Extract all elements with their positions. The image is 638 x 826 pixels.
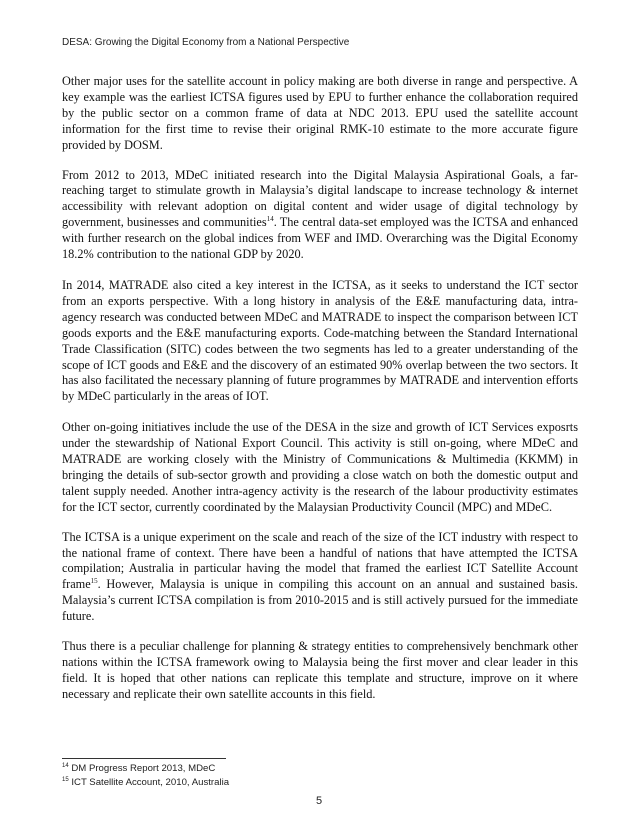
footnote-text: DM Progress Report 2013, MDeC [68, 763, 216, 774]
footnote-15 [62, 777, 229, 788]
paragraph-5-text-a: The ICTSA is a unique experiment on the scale and reach of the size of the ICT industry with respect to the national frame of context. There have been a handful of nations that have attempted the ICTSA compilation; Australia in particular having the model that framed the earliest ICT Satellite Account frame [62, 529, 578, 592]
paragraph-4: Other on-going initiatives include the use of the DESA in the size and growth of ICT Services exposrts under the stewardship of National Export Council. This activity is still on-going, where MDeC and MATRADE are working closely with the Ministry of Communications & Multimedia (KKMM) in bringing the details of sub-sector growth and providing a close watch on both the domestic output and talent supply needed. Another intra-agency activity is the research of the labour productivity estimates for the ICT sector, currently coordinated by the Malaysian Productivity Council (MPC) and MDeC. [62, 420, 578, 514]
paragraph-5 [62, 530, 578, 625]
footnote-text: ICT Satellite Account, 2010, Australia [68, 777, 230, 788]
body-text [62, 74, 578, 717]
page-number: 5 [315, 795, 323, 807]
footnote-ref-15: 15 [90, 577, 98, 586]
running-header: DESA: Growing the Digital Economy from a National Perspective [62, 37, 350, 48]
paragraph-5-text-b: . However, Malaysia is unique in compiling this account on an annual and sustained basis. Malaysia’s current ICTSA compilation is from 2010-2015 and is still actively pursued for the immediate future. [62, 577, 578, 624]
footnote-ref-14: 14 [266, 215, 274, 224]
paragraph-2-text-a: From 2012 to 2013, MDeC initiated research into the Digital Malaysia Aspirational Goals, a far-reaching target to stimulate growth in Malaysia’s digital landscape to increase technology & internet accessibility with relevant adoption on digital content and wider usage of digital technology by government, businesses and communities [62, 167, 578, 230]
paragraph-2-text-b: . The central data-set employed was the ICTSA and enhanced with further research on the global indices from WEF and IMD. Overarching was the Digital Economy 18.2% contribution to the national GDP by 2020. [62, 215, 579, 262]
footnote-number: 14 [62, 762, 69, 769]
paragraph-1: Other major uses for the satellite account in policy making are both diverse in range and perspective. A key example was the earliest ICTSA figures used by EPU to further enhance the collaboration required by the public sector on a common frame of data at NDC 2013. EPU used the satellite account information for the first time to revise their original RMK-10 estimate to the more accurate figure provided by DOSM. [62, 74, 578, 152]
paragraph-6: Thus there is a peculiar challenge for planning & strategy entities to comprehensively benchmark other nations within the ICTSA framework owing to Malaysia being the first mover and clear leader in this field. It is hoped that other nations can replicate this template and structure, improve on it where necessary and replicate their own satellite accounts in this field. [62, 639, 578, 701]
paragraph-3: In 2014, MATRADE also cited a key interest in the ICTSA, as it seeks to understand the ICT sector from an exports perspective. With a long history in analysis of the E&E manufacturing data, intra-agency research was conducted between MDeC and MATRADE to inspect the comparison between ICT goods exports and the E&E manufacturing exports. Code-matching between the Standard International Trade Classification (SITC) codes between the two segments has led to a greater understanding of the scope of ICT goods and E&E and the discovery of an estimated 90% overlap between the two sectors. It has also facilitated the necessary planning of future programmes by MATRADE and intervention efforts by MDeC particularly in the areas of IOT. [62, 277, 578, 404]
footnote-14 [62, 763, 215, 774]
footnote-separator [62, 758, 226, 759]
footnote-number: 15 [62, 776, 69, 783]
paragraph-2 [62, 168, 578, 263]
